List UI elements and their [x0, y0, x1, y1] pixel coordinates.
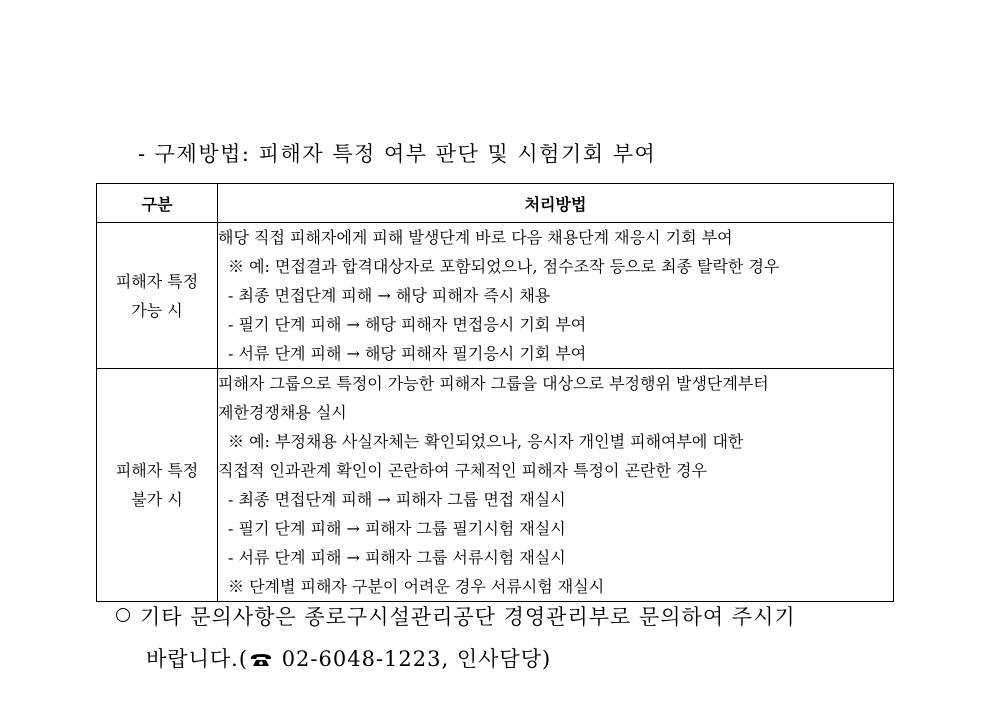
- table-row: [97, 369, 894, 602]
- method-line: 제한경쟁채용 실시: [218, 403, 347, 422]
- contact-line-2: [116, 638, 796, 680]
- method-line: - 필기 단계 피해 → 피해자 그룹 필기시험 재실시: [228, 519, 566, 538]
- remedy-table: [96, 183, 894, 602]
- contact-line-1: [116, 596, 796, 638]
- section-heading: - 구제방법: 피해자 특정 여부 판단 및 시험기회 부여: [138, 142, 657, 166]
- method-line: ※ 단계별 피해자 구분이 어려운 경우 서류시험 재실시: [228, 577, 605, 596]
- row-category: [97, 369, 218, 602]
- header-method: 처리방법: [218, 184, 894, 223]
- contact-note: [116, 596, 796, 680]
- method-line: - 필기 단계 피해 → 해당 피해자 면접응시 기회 부여: [228, 315, 587, 334]
- method-line: - 서류 단계 피해 → 해당 피해자 필기응시 기회 부여: [228, 344, 587, 363]
- method-line: - 서류 단계 피해 → 피해자 그룹 서류시험 재실시: [228, 548, 566, 567]
- method-line: ※ 예: 면접결과 합격대상자로 포함되었으나, 점수조작 등으로 최종 탈락한 경우: [228, 257, 780, 276]
- table-header-row: [97, 184, 894, 223]
- contact-text-2a: 바랍니다.(: [146, 647, 249, 671]
- category-line: 가능 시: [131, 300, 183, 320]
- method-line: 피해자 그룹으로 특정이 가능한 피해자 그룹을 대상으로 부정행위 발생단계부터: [218, 374, 769, 393]
- table-row: [97, 223, 894, 369]
- row-method: [218, 369, 894, 602]
- method-line: ※ 예: 부정채용 사실자체는 확인되었으나, 응시자 개인별 피해여부에 대한: [228, 432, 744, 451]
- contact-text-2b: 02-6048-1223, 인사담당): [274, 647, 552, 671]
- method-line: 직접적 인과관계 확인이 곤란하여 구체적인 피해자 특정이 곤란한 경우: [218, 461, 707, 480]
- method-line: 해당 직접 피해자에게 피해 발생단계 바로 다음 채용단계 재응시 기회 부여: [218, 228, 733, 247]
- method-line: - 최종 면접단계 피해 → 피해자 그룹 면접 재실시: [228, 490, 566, 509]
- telephone-icon: [250, 653, 272, 667]
- contact-text-1: 기타 문의사항은 종로구시설관리공단 경영관리부로 문의하여 주시기: [140, 605, 796, 629]
- category-line: 피해자 특정: [115, 271, 199, 291]
- header-category: 구분: [97, 184, 218, 223]
- category-line: 불가 시: [131, 490, 183, 509]
- method-line: - 최종 면접단계 피해 → 해당 피해자 즉시 채용: [228, 286, 551, 305]
- row-method: [218, 223, 894, 369]
- circle-bullet-icon: [116, 608, 130, 622]
- category-line: 피해자 특정: [115, 461, 199, 480]
- row-category: [97, 223, 218, 369]
